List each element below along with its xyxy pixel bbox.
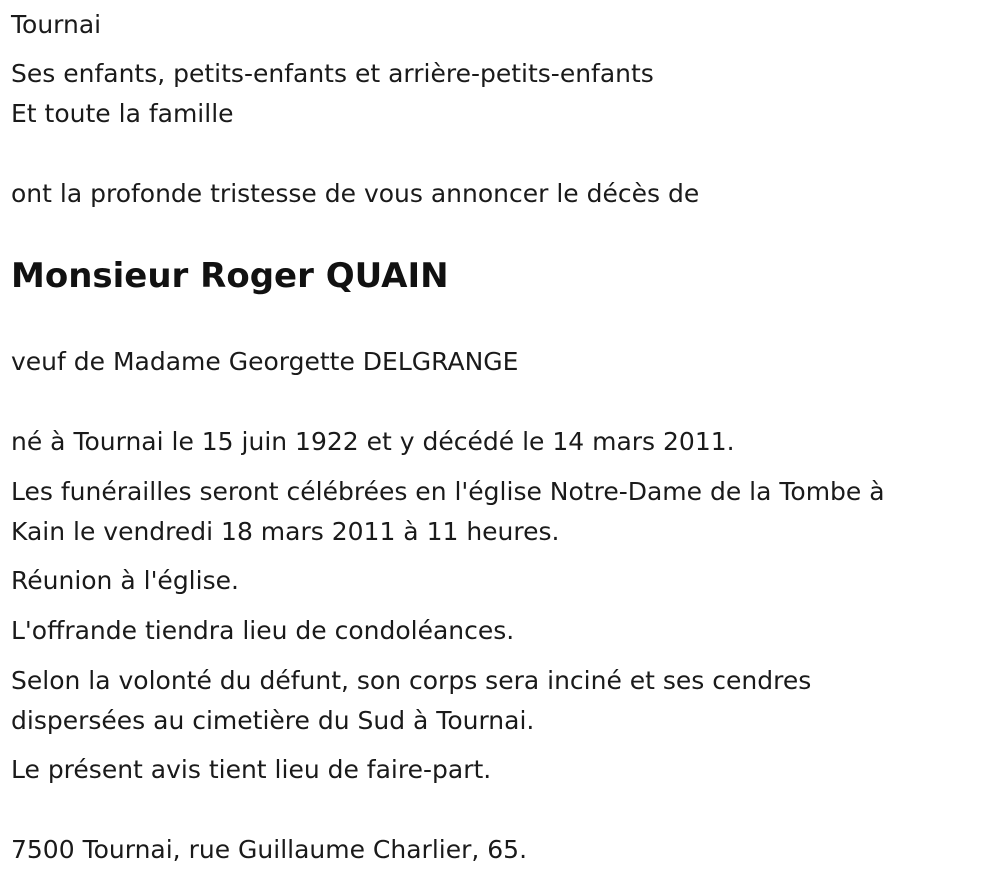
funeral-line-1: Les funérailles seront célébrées en l'église Notre-Dame de la Tombe à (11, 477, 885, 506)
announcement-text: ont la profonde tristesse de vous annoncer le décès de (11, 179, 700, 208)
meeting-text: Réunion à l'église. (11, 566, 239, 595)
offering-text: L'offrande tiendra lieu de condoléances. (11, 616, 515, 645)
wish-line-1: Selon la volonté du défunt, son corps sera inciné et ses cendres (11, 666, 812, 695)
funeral-line-2: Kain le vendredi 18 mars 2011 à 11 heures. (11, 517, 560, 546)
widower-of: veuf de Madame Georgette DELGRANGE (11, 347, 519, 376)
deceased-name: Monsieur Roger QUAIN (11, 256, 449, 296)
address-text: 7500 Tournai, rue Guillaume Charlier, 65. (11, 835, 528, 864)
family-line-2: Et toute la famille (11, 99, 234, 128)
notice-note: Le présent avis tient lieu de faire-part. (11, 755, 492, 784)
birth-death-dates: né à Tournai le 15 juin 1922 et y décédé le 14 mars 2011. (11, 427, 735, 456)
wish-line-2: dispersées au cimetière du Sud à Tournai. (11, 706, 535, 735)
city-heading: Tournai (11, 10, 102, 39)
family-line-1: Ses enfants, petits-enfants et arrière-petits-enfants (11, 59, 654, 88)
